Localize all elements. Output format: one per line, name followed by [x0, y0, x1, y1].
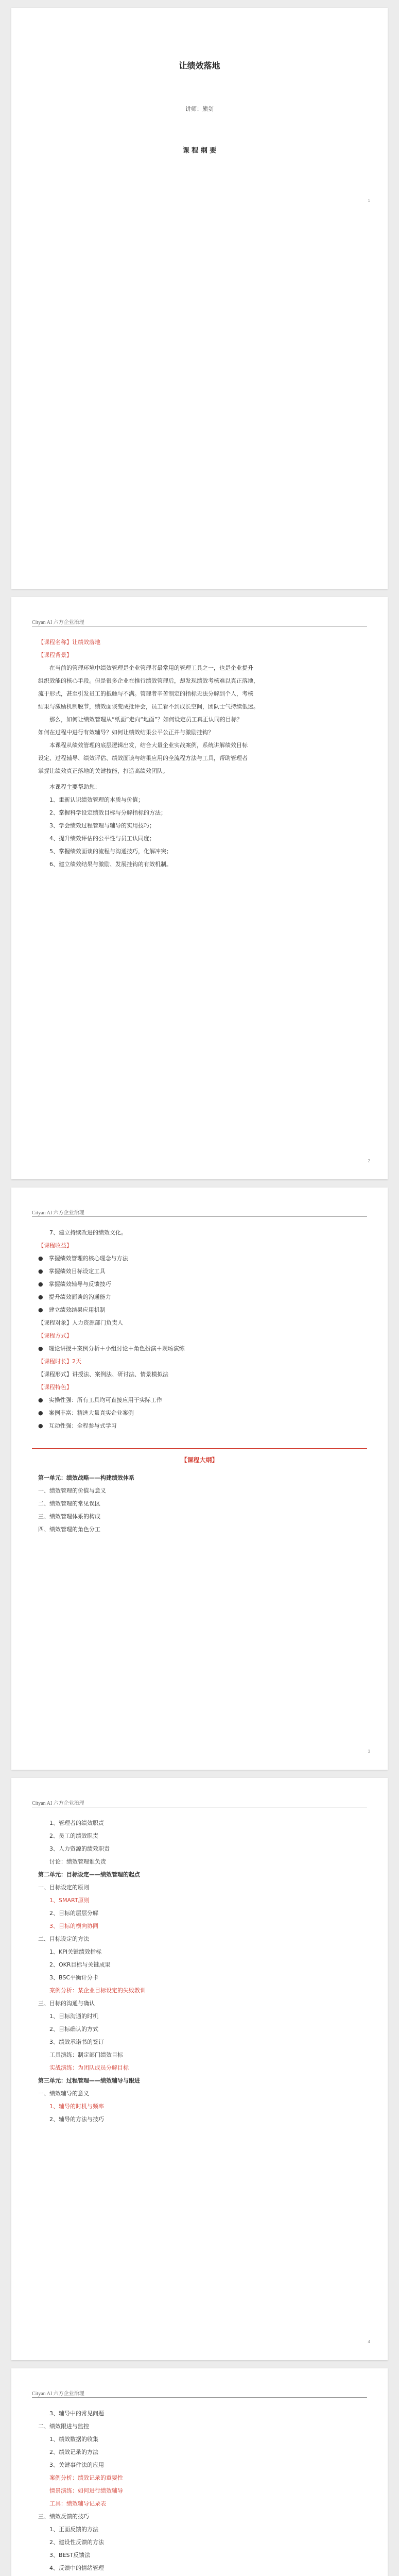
page-number: 3 [368, 1749, 370, 1754]
highlight-line: 情景演练：如何进行绩效辅导 [38, 2487, 123, 2494]
text-line: 讨论：绩效管理谁负责 [38, 1858, 106, 1865]
text-line: 5、掌握绩效面谈的流程与沟通技巧，化解冲突； [38, 848, 172, 855]
text-line: 1、KPI关键绩效指标 [38, 1948, 102, 1955]
text-line: 2、OKR目标与关键成果 [38, 1961, 111, 1968]
outline-label: 课 程 纲 要 [182, 147, 217, 155]
text-line: 本课程主要帮助您： [38, 784, 100, 790]
highlight-line: 【课程方式】 [38, 1332, 72, 1339]
text-line: ● 实操性强：所有工具均可直接应用于实际工作 [38, 1397, 162, 1403]
page-header: Cityan AI 六方企业治理 [32, 2391, 84, 2397]
text-line: 一、绩效辅导的意义 [38, 2090, 89, 2097]
highlight-line: 【课程名称】让绩效落地 [38, 639, 100, 646]
text-line: 7、建立持续改进的绩效文化。 [38, 1229, 127, 1236]
text-line: 2、建设性反馈的方法 [38, 2539, 104, 2546]
highlight-line: 实战演练：为团队成员分解目标 [38, 2064, 129, 2071]
outline-item: 四、绩效管理的角色分工 [38, 1526, 100, 1533]
text-line: 设定、过程辅导、绩效评估、绩效面谈与结果应用的全流程方法与工具，帮助管理者 [38, 755, 248, 761]
text-line: 3、BEST反馈法 [38, 2552, 91, 2558]
header-divider [32, 1216, 367, 1217]
text-line: 3、辅导中的常见问题 [38, 2410, 104, 2417]
text-line: 3、学会绩效过程管理与辅导的实用技巧； [38, 822, 155, 829]
text-line: 2、目标的层层分解 [38, 1910, 98, 1917]
text-line: 二、目标设定的方法 [38, 1936, 89, 1942]
text-line: 【课程形式】讲授法、案例法、研讨法、情景模拟法 [38, 1371, 168, 1378]
text-line: 掌握让绩效真正落地的关键技能，打造高绩效团队。 [38, 768, 168, 774]
text-line: ● 案例丰富：精选大量真实企业案例 [38, 1410, 134, 1416]
text-line: 结果与激励机制脱节，绩效面谈变成批评会，员工看不到成长空间，团队士气持续低迷。 [38, 703, 259, 710]
header-divider [32, 2397, 367, 2398]
text-line: 三、绩效反馈的技巧 [38, 2513, 89, 2520]
highlight-line: 【课程时长】2天 [38, 1358, 81, 1365]
outline-item: 一、绩效管理的价值与意义 [38, 1487, 106, 1494]
text-line: 如何在过程中进行有效辅导？如何让绩效结果公平公正并与激励挂钩？ [38, 729, 214, 736]
page-number: 2 [368, 1159, 370, 1163]
text-line: 在当前的管理环境中绩效管理是企业管理者最常用的管理工具之一，也是企业提升 [38, 665, 253, 671]
text-line: 那么，如何让绩效管理从“纸面”走向“地面”？如何设定员工真正认同的目标？ [38, 716, 242, 723]
text-line: 三、目标的沟通与确认 [38, 2000, 95, 2007]
highlight-line: 1、SMART原则 [38, 1897, 90, 1904]
text-line: 组织效能的核心手段。但是很多企业在推行绩效管理后，却发现绩效考核难以真正落地， [38, 677, 259, 684]
page-header: Cityan AI 六方企业治理 [32, 620, 84, 625]
outline-item: 三、绩效管理体系的构成 [38, 1513, 100, 1520]
highlight-line: 1、辅导的时机与频率 [38, 2103, 104, 2110]
text-line: 4、提升绩效评估的公平性与员工认同度； [38, 835, 155, 842]
text-line: 2、员工的绩效职责 [38, 1833, 98, 1839]
text-line: ● 建立绩效结果应用机制 [38, 1307, 106, 1313]
page-header: Cityan AI 六方企业治理 [32, 1210, 84, 1216]
document-title: 让绩效落地 [179, 61, 220, 71]
outline-item: 二、绩效管理的常见误区 [38, 1500, 100, 1507]
text-line: 6、建立绩效结果与激励、发展挂钩的有效机制。 [38, 861, 172, 868]
outline-divider [32, 1448, 367, 1449]
page-number: 4 [368, 2340, 370, 2344]
section-heading: 第一单元：绩效战略——构建绩效体系 [38, 1475, 134, 1481]
document-page [11, 2368, 388, 2576]
outline-title: 【课程大纲】 [181, 1456, 218, 1464]
highlight-line: 【课程收益】 [38, 1242, 72, 1249]
highlight-line: 【课程背景】 [38, 652, 72, 658]
section-heading: 第三单元：过程管理——绩效辅导与跟进 [38, 2077, 140, 2084]
highlight-line: 工具：绩效辅导记录表 [38, 2500, 106, 2507]
document-page [11, 1188, 388, 1770]
text-line: 2、绩效记录的方法 [38, 2449, 98, 2455]
highlight-line: 案例分析：绩效记录的重要性 [38, 2475, 123, 2481]
text-line: 1、正面反馈的方法 [38, 2526, 98, 2533]
text-line: 工具演练：制定部门绩效目标 [38, 2052, 123, 2058]
highlight-line: 案例分析：某企业目标设定的失败教训 [38, 1987, 146, 1994]
text-line: ● 互动性强：全程参与式学习 [38, 1422, 117, 1429]
text-line: 本课程从绩效管理的底层逻辑出发，结合大量企业实战案例，系统讲解绩效目标 [38, 742, 248, 749]
text-line: ● 掌握绩效辅导与反馈技巧 [38, 1281, 111, 1287]
page-number: 1 [368, 198, 370, 203]
text-line: 2、目标确认的方式 [38, 2026, 98, 2032]
highlight-line: 【课程特色】 [38, 1384, 72, 1391]
text-line: 3、绩效承诺书的签订 [38, 2039, 104, 2045]
highlight-line: 3、目标的横向协同 [38, 1923, 98, 1929]
text-line: ● 掌握绩效目标设定工具 [38, 1268, 106, 1275]
lecturer-name: 讲师：熊剑 [185, 106, 214, 112]
document-page [11, 1778, 388, 2360]
text-line: 二、绩效跟进与监控 [38, 2423, 89, 2430]
text-line: 2、辅导的方法与技巧 [38, 2116, 104, 2123]
text-line: 4、反馈中的情绪管理 [38, 2565, 104, 2571]
text-line: ● 掌握绩效管理的核心理念与方法 [38, 1255, 128, 1262]
text-line: 【课程对象】人力资源部门负责人 [38, 1319, 123, 1326]
text-line: 3、关键事件法的应用 [38, 2462, 104, 2468]
text-line: 2、掌握科学设定绩效目标与分解指标的方法； [38, 809, 166, 816]
text-line: ● 理论讲授＋案例分析＋小组讨论＋角色扮演＋现场演练 [38, 1345, 185, 1352]
document-page [11, 597, 388, 1179]
text-line: 3、BSC平衡计分卡 [38, 1974, 99, 1981]
section-heading: 第二单元：目标设定——绩效管理的起点 [38, 1871, 140, 1878]
text-line: ● 提升绩效面谈的沟通能力 [38, 1294, 111, 1300]
document-page [11, 8, 388, 589]
text-line: 一、目标设定的原则 [38, 1884, 89, 1891]
text-line: 1、重新认识绩效管理的本质与价值； [38, 796, 144, 803]
text-line: 1、目标沟通的时机 [38, 2013, 98, 2020]
text-line: 流于形式，甚至引发员工的抵触与不满。管理者辛苦制定的指标无法分解到个人，考核 [38, 690, 253, 697]
text-line: 1、管理者的绩效职责 [38, 1820, 104, 1826]
page-header: Cityan AI 六方企业治理 [32, 1801, 84, 1806]
text-line: 1、绩效数据的收集 [38, 2436, 98, 2443]
text-line: 3、人力资源的绩效职责 [38, 1845, 110, 1852]
